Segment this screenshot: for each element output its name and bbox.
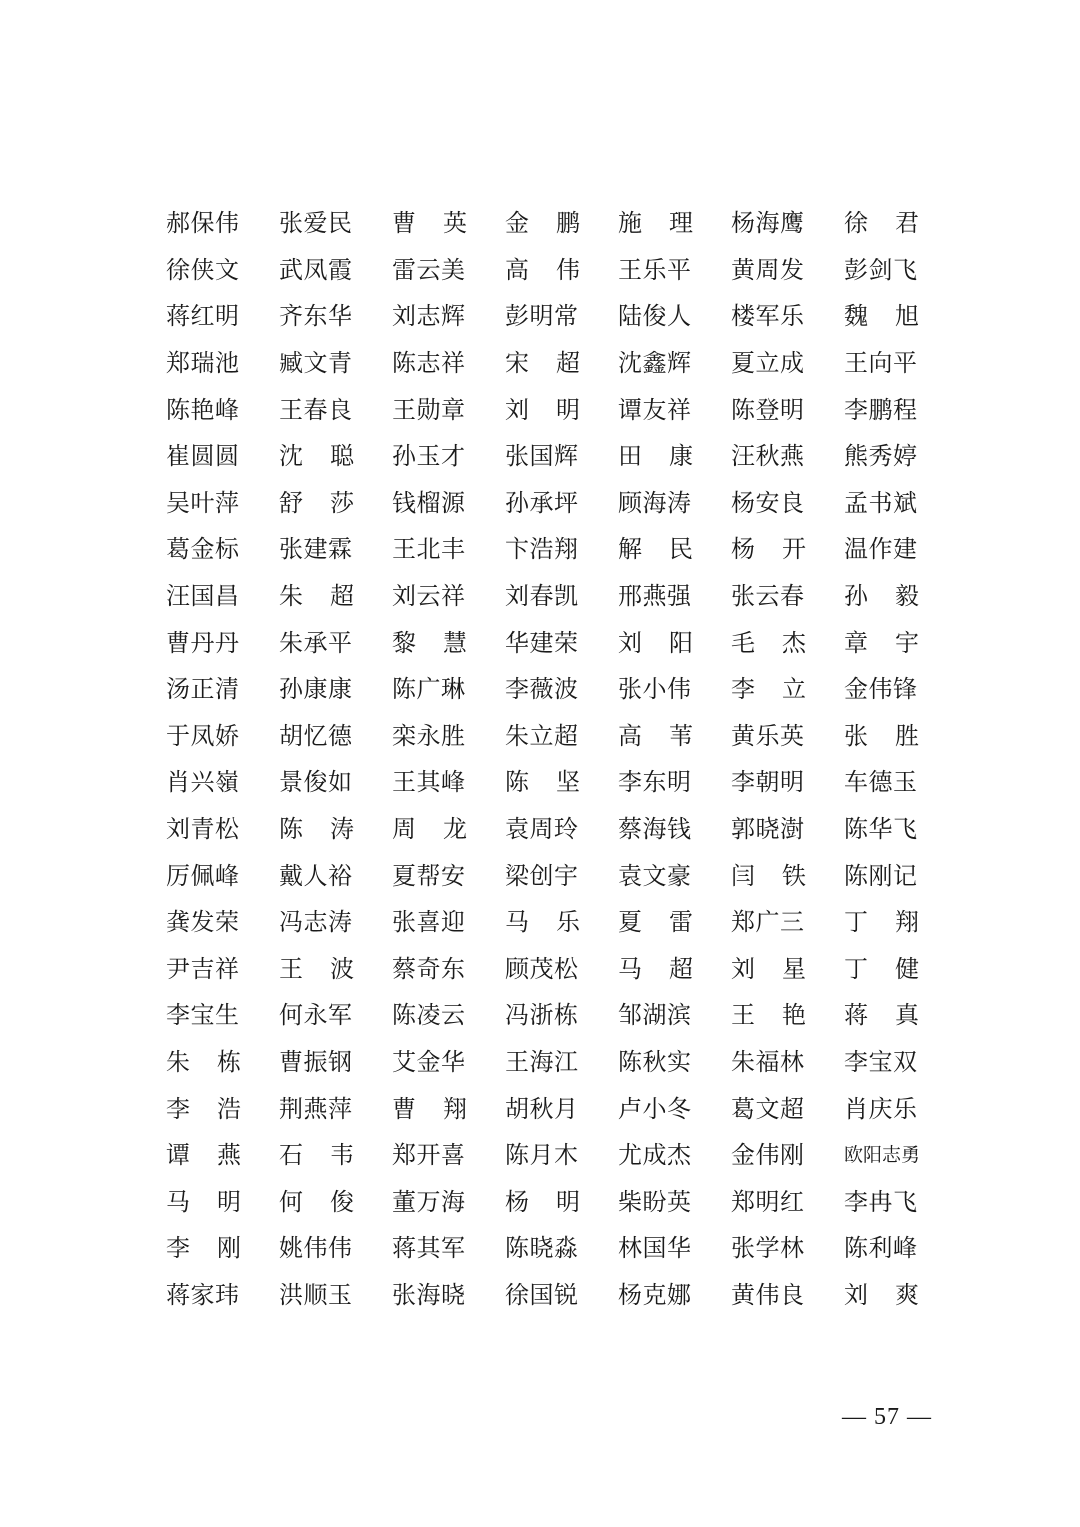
name-row — [166, 1272, 956, 1319]
name-entry: 杨 开 — [731, 535, 806, 564]
name-entry: 柴 盼 英 — [618, 1187, 691, 1216]
name-entry: 姚 伟 伟 — [279, 1234, 352, 1263]
name-entry: 冯 浙 栋 — [505, 1001, 578, 1030]
name-entry: 彭 剑 飞 — [844, 255, 917, 284]
name-entry: 金 伟 锋 — [844, 675, 917, 704]
name-entry: 郝 保 伟 — [166, 209, 239, 238]
name-entry: 郑 瑞 池 — [166, 349, 239, 378]
name-entry: 宋 超 — [505, 349, 580, 378]
name-entry: 马 超 — [618, 954, 693, 983]
name-entry: 孙 玉 才 — [392, 442, 465, 471]
name-entry: 李 冉 飞 — [844, 1187, 917, 1216]
name-entry: 马 明 — [166, 1187, 241, 1216]
name-entry: 车 德 玉 — [844, 768, 917, 797]
name-entry: 雷 云 美 — [392, 255, 465, 284]
name-entry: 张 海 晓 — [392, 1280, 465, 1309]
name-entry: 陈 广 琳 — [392, 675, 465, 704]
name-entry: 齐 东 华 — [279, 302, 352, 331]
name-row — [166, 946, 956, 993]
name-entry: 彭 明 常 — [505, 302, 578, 331]
name-entry: 解 民 — [618, 535, 693, 564]
name-row — [166, 340, 956, 387]
name-entry: 王 海 江 — [505, 1047, 578, 1076]
name-entry: 王 其 峰 — [392, 768, 465, 797]
name-entry: 朱 承 平 — [279, 628, 352, 657]
name-entry: 夏 立 成 — [731, 349, 804, 378]
name-entry: 陈 登 明 — [731, 395, 804, 424]
name-entry: 艾 金 华 — [392, 1047, 465, 1076]
name-entry: 蒋 家 玮 — [166, 1280, 239, 1309]
name-entry: 龚 发 荣 — [166, 908, 239, 937]
name-row — [166, 573, 956, 620]
name-entry: 楼 军 乐 — [731, 302, 804, 331]
name-entry: 张 学 林 — [731, 1234, 804, 1263]
name-entry: 李 鹏 程 — [844, 395, 917, 424]
name-entry: 杨 海 鹰 — [731, 209, 804, 238]
name-entry: 张 爱 民 — [279, 209, 352, 238]
name-entry: 朱 立 超 — [505, 721, 578, 750]
name-row — [166, 1225, 956, 1272]
name-entry: 卢 小 冬 — [618, 1094, 691, 1123]
name-entry: 陈 坚 — [505, 768, 580, 797]
name-entry: 崔 圆 圆 — [166, 442, 239, 471]
name-entry: 汤 正 清 — [166, 675, 239, 704]
name-entry: 孟 书 斌 — [844, 488, 917, 517]
name-entry: 李 东 明 — [618, 768, 691, 797]
name-entry: 洪 顺 玉 — [279, 1280, 352, 1309]
name-entry: 胡 忆 德 — [279, 721, 352, 750]
name-entry: 刘 春 凯 — [505, 582, 578, 611]
name-entry: 陈 刚 记 — [844, 861, 917, 890]
name-entry: 陈 晓 淼 — [505, 1234, 578, 1263]
name-entry: 栾 永 胜 — [392, 721, 465, 750]
name-entry: 陆 俊 人 — [618, 302, 691, 331]
name-entry: 蒋 真 — [844, 1001, 919, 1030]
name-entry: 王 春 良 — [279, 395, 352, 424]
name-entry: 于 凤 娇 — [166, 721, 239, 750]
name-entry: 景 俊 如 — [279, 768, 352, 797]
name-entry: 黄 伟 良 — [731, 1280, 804, 1309]
name-entry: 武 凤 霞 — [279, 255, 352, 284]
name-entry: 葛 文 超 — [731, 1094, 804, 1123]
name-entry: 马 乐 — [505, 908, 580, 937]
name-entry: 朱 超 — [279, 582, 354, 611]
name-entry: 沈 聪 — [279, 442, 354, 471]
name-entry: 顾 海 涛 — [618, 488, 691, 517]
name-entry: 蔡 海 钱 — [618, 815, 691, 844]
name-entry: 蒋 其 军 — [392, 1234, 465, 1263]
name-entry: 陈 利 峰 — [844, 1234, 917, 1263]
name-row — [166, 852, 956, 899]
name-entry: 臧 文 青 — [279, 349, 352, 378]
name-entry: 曹 丹 丹 — [166, 628, 239, 657]
name-entry: 刘 青 松 — [166, 815, 239, 844]
name-entry: 李 宝 生 — [166, 1001, 239, 1030]
name-row — [166, 247, 956, 294]
name-entry: 夏 雷 — [618, 908, 693, 937]
name-entry: 欧 阳 志 勇 — [844, 1144, 921, 1167]
name-entry: 章 宇 — [844, 628, 919, 657]
name-entry: 张 小 伟 — [618, 675, 691, 704]
name-entry: 刘 星 — [731, 954, 806, 983]
name-entry: 陈 凌 云 — [392, 1001, 465, 1030]
name-entry: 杨 安 良 — [731, 488, 804, 517]
name-entry: 李 刚 — [166, 1234, 241, 1263]
name-row — [166, 433, 956, 480]
name-entry: 杨 明 — [505, 1187, 580, 1216]
name-row — [166, 713, 956, 760]
name-list-grid — [166, 200, 956, 1318]
name-entry: 陈 涛 — [279, 815, 354, 844]
name-entry: 毛 杰 — [731, 628, 806, 657]
name-entry: 朱 福 林 — [731, 1047, 804, 1076]
name-entry: 沈 鑫 辉 — [618, 349, 691, 378]
name-entry: 尹 吉 祥 — [166, 954, 239, 983]
name-entry: 金 鹏 — [505, 209, 580, 238]
name-entry: 熊 秀 婷 — [844, 442, 917, 471]
name-row — [166, 200, 956, 247]
name-entry: 蒋 红 明 — [166, 302, 239, 331]
name-entry: 王 艳 — [731, 1001, 806, 1030]
name-entry: 高 伟 — [505, 255, 580, 284]
name-entry: 胡 秋 月 — [505, 1094, 578, 1123]
name-row — [166, 293, 956, 340]
name-entry: 张 建 霖 — [279, 535, 352, 564]
name-entry: 卞 浩 翔 — [505, 535, 578, 564]
name-row — [166, 1085, 956, 1132]
name-entry: 孙 康 康 — [279, 675, 352, 704]
name-entry: 孙 毅 — [844, 582, 919, 611]
name-entry: 夏 帮 安 — [392, 861, 465, 890]
name-entry: 郭 晓 澍 — [731, 815, 804, 844]
name-row — [166, 899, 956, 946]
name-entry: 舒 莎 — [279, 488, 354, 517]
name-entry: 荆 燕 萍 — [279, 1094, 352, 1123]
name-entry: 李 朝 明 — [731, 768, 804, 797]
name-entry: 陈 艳 峰 — [166, 395, 239, 424]
name-entry: 孙 承 坪 — [505, 488, 578, 517]
name-entry: 李 宝 双 — [844, 1047, 917, 1076]
name-row — [166, 480, 956, 527]
name-entry: 徐 侠 文 — [166, 255, 239, 284]
name-row — [166, 806, 956, 853]
name-entry: 高 苇 — [618, 721, 693, 750]
name-entry: 曹 翔 — [392, 1094, 467, 1123]
name-entry: 何 永 军 — [279, 1001, 352, 1030]
name-entry: 袁 文 豪 — [618, 861, 691, 890]
name-row — [166, 526, 956, 573]
name-entry: 董 万 海 — [392, 1187, 465, 1216]
name-entry: 刘 阳 — [618, 628, 693, 657]
name-entry: 李 立 — [731, 675, 806, 704]
name-entry: 张 云 春 — [731, 582, 804, 611]
name-entry: 邹 湖 滨 — [618, 1001, 691, 1030]
name-row — [166, 1132, 956, 1179]
name-entry: 郑 开 喜 — [392, 1141, 465, 1170]
name-entry: 邢 燕 强 — [618, 582, 691, 611]
name-entry: 冯 志 涛 — [279, 908, 352, 937]
name-entry: 钱 榴 源 — [392, 488, 465, 517]
name-entry: 丁 健 — [844, 954, 919, 983]
name-entry: 金 伟 刚 — [731, 1141, 804, 1170]
name-entry: 王 北 丰 — [392, 535, 465, 564]
name-entry: 朱 栋 — [166, 1047, 241, 1076]
name-entry: 汪 国 昌 — [166, 582, 239, 611]
name-row — [166, 666, 956, 713]
name-entry: 施 理 — [618, 209, 693, 238]
name-row — [166, 1178, 956, 1225]
name-entry: 曹 振 钢 — [279, 1047, 352, 1076]
name-entry: 徐 君 — [844, 209, 919, 238]
name-entry: 张 国 辉 — [505, 442, 578, 471]
name-entry: 田 康 — [618, 442, 693, 471]
name-entry: 陈 华 飞 — [844, 815, 917, 844]
name-row — [166, 1039, 956, 1086]
name-entry: 温 作 建 — [844, 535, 917, 564]
name-entry: 闫 铁 — [731, 861, 806, 890]
name-row — [166, 619, 956, 666]
name-entry: 刘 志 辉 — [392, 302, 465, 331]
name-entry: 葛 金 标 — [166, 535, 239, 564]
name-entry: 尤 成 杰 — [618, 1141, 691, 1170]
name-entry: 王 向 平 — [844, 349, 917, 378]
name-row — [166, 759, 956, 806]
name-entry: 梁 创 宇 — [505, 861, 578, 890]
name-entry: 陈 月 木 — [505, 1141, 578, 1170]
name-entry: 汪 秋 燕 — [731, 442, 804, 471]
page-number: — 57 — — [842, 1404, 932, 1430]
name-entry: 黎 慧 — [392, 628, 467, 657]
name-row — [166, 386, 956, 433]
name-entry: 袁 周 玲 — [505, 815, 578, 844]
name-entry: 戴 人 裕 — [279, 861, 352, 890]
name-entry: 谭 燕 — [166, 1141, 241, 1170]
name-entry: 李 浩 — [166, 1094, 241, 1123]
name-entry: 黄 乐 英 — [731, 721, 804, 750]
name-entry: 石 韦 — [279, 1141, 354, 1170]
name-entry: 华 建 荣 — [505, 628, 578, 657]
name-entry: 厉 佩 峰 — [166, 861, 239, 890]
name-row — [166, 992, 956, 1039]
name-entry: 顾 茂 松 — [505, 954, 578, 983]
name-entry: 何 俊 — [279, 1187, 354, 1216]
name-entry: 刘 爽 — [844, 1280, 919, 1309]
name-entry: 王 勋 章 — [392, 395, 465, 424]
name-entry: 王 波 — [279, 954, 354, 983]
name-entry: 刘 明 — [505, 395, 580, 424]
name-entry: 陈 志 祥 — [392, 349, 465, 378]
name-entry: 刘 云 祥 — [392, 582, 465, 611]
name-entry: 肖 兴 嶺 — [166, 768, 239, 797]
name-entry: 谭 友 祥 — [618, 395, 691, 424]
name-entry: 蔡 奇 东 — [392, 954, 465, 983]
name-entry: 黄 周 发 — [731, 255, 804, 284]
name-entry: 丁 翔 — [844, 908, 919, 937]
name-entry: 陈 秋 实 — [618, 1047, 691, 1076]
name-entry: 曹 英 — [392, 209, 467, 238]
name-entry: 林 国 华 — [618, 1234, 691, 1263]
name-entry: 吴 叶 萍 — [166, 488, 239, 517]
name-entry: 郑 广 三 — [731, 908, 804, 937]
name-entry: 王 乐 平 — [618, 255, 691, 284]
name-entry: 杨 克 娜 — [618, 1280, 691, 1309]
name-entry: 李 薇 波 — [505, 675, 578, 704]
name-entry: 肖 庆 乐 — [844, 1094, 917, 1123]
name-entry: 徐 国 锐 — [505, 1280, 578, 1309]
name-entry: 周 龙 — [392, 815, 467, 844]
name-entry: 郑 明 红 — [731, 1187, 804, 1216]
name-entry: 魏 旭 — [844, 302, 919, 331]
name-entry: 张 喜 迎 — [392, 908, 465, 937]
name-entry: 张 胜 — [844, 721, 919, 750]
